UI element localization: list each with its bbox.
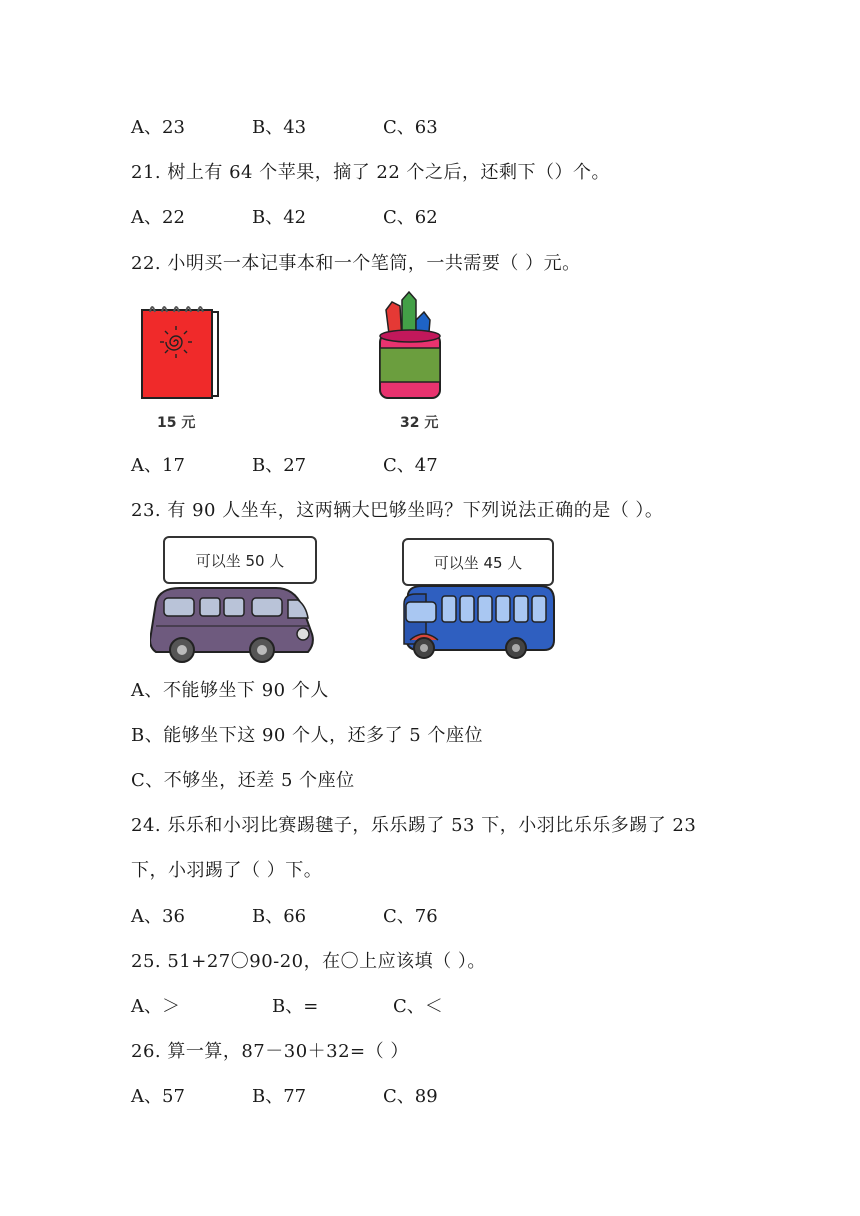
q21-question: 21. 树上有 64 个苹果，摘了 22 个之后，还剩下（）个。 xyxy=(131,162,611,183)
q23-option-c: C、不够坐，还差 5 个座位 xyxy=(131,770,355,791)
q20-option-b: B、43 xyxy=(252,117,307,138)
notebook-price: 15 元 xyxy=(157,415,196,431)
q24-option-b: B、66 xyxy=(252,906,307,927)
bus1-capacity-bubble xyxy=(163,536,317,584)
bus1-capacity-label: 可以坐 50 人 xyxy=(195,551,285,570)
q26-option-c: C、89 xyxy=(383,1086,438,1107)
q21-option-b: B、42 xyxy=(252,207,307,228)
q26-option-a: A、57 xyxy=(131,1086,185,1107)
q22-option-c: C、47 xyxy=(383,455,438,476)
q26-option-b: B、77 xyxy=(252,1086,307,1107)
bus2-capacity-bubble xyxy=(402,538,554,586)
notebook-image xyxy=(138,298,224,400)
q24-question-line1: 24. 乐乐和小羽比赛踢毽子，乐乐踢了 53 下，小羽比乐乐多踢了 23 xyxy=(131,815,697,836)
q21-option-c: C、62 xyxy=(383,207,438,228)
q22-question: 22. 小明买一本记事本和一个笔筒，一共需要（ ）元。 xyxy=(131,253,581,274)
q24-question-line2: 下，小羽踢了（ ）下。 xyxy=(131,860,323,881)
q23-option-a: A、不能够坐下 90 个人 xyxy=(131,680,329,701)
q20-option-c: C、63 xyxy=(383,117,438,138)
purple-bus-image xyxy=(150,584,318,668)
q22-option-a: A、17 xyxy=(131,455,185,476)
q23-option-b: B、能够坐下这 90 个人，还多了 5 个座位 xyxy=(131,725,483,746)
q24-option-a: A、36 xyxy=(131,906,185,927)
q26-question: 26. 算一算，87－30＋32=（ ） xyxy=(131,1041,409,1062)
q24-option-c: C、76 xyxy=(383,906,438,927)
q23-question: 23. 有 90 人坐车，这两辆大巴够坐吗？下列说法正确的是（ ）。 xyxy=(131,500,664,521)
q21-option-a: A、22 xyxy=(131,207,185,228)
q20-option-a: A、23 xyxy=(131,117,185,138)
penholder-image xyxy=(376,290,446,402)
q25-option-c: C、＜ xyxy=(393,996,443,1017)
q25-option-b: B、= xyxy=(272,996,319,1017)
blue-bus-image xyxy=(398,584,558,662)
q22-option-b: B、27 xyxy=(252,455,307,476)
bus2-capacity-label: 可以坐 45 人 xyxy=(433,553,523,572)
q25-question: 25. 51+27〇90-20，在〇上应该填（ ）。 xyxy=(131,951,486,972)
q25-option-a: A、＞ xyxy=(131,996,180,1017)
penholder-price: 32 元 xyxy=(400,415,439,431)
